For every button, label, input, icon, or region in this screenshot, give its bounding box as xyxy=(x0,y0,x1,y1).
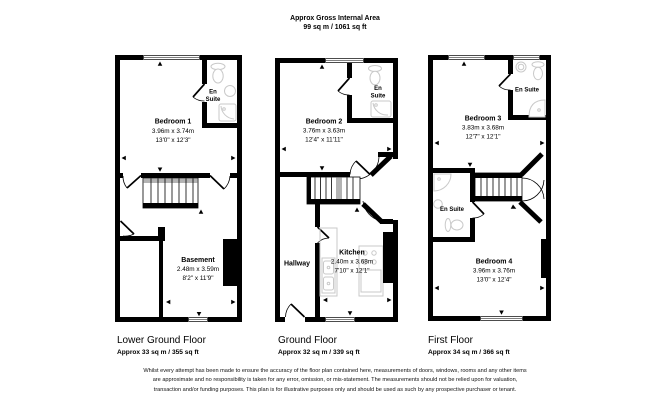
door-arc xyxy=(522,178,544,199)
room-dimensions-metric: 3.76m x 3.63m xyxy=(302,127,346,135)
door-arc xyxy=(350,161,356,175)
room-label: Bedroom 1 xyxy=(154,118,192,126)
dimension-arrow xyxy=(158,62,163,66)
room-dimensions-imperial: 13'0" x 12'4" xyxy=(476,276,512,284)
dimension-arrow xyxy=(158,168,163,172)
floor-name: First Floor xyxy=(428,335,473,346)
hob-icon xyxy=(372,251,376,255)
window xyxy=(325,58,364,63)
room-label: En xyxy=(374,86,382,92)
toilet-icon xyxy=(534,67,543,79)
chimney-breast xyxy=(223,239,237,286)
window xyxy=(448,55,485,60)
floor-title-lower-ground xyxy=(117,336,206,357)
dimension-arrow xyxy=(231,156,235,161)
dimension-arrow xyxy=(468,163,473,167)
toilet-icon xyxy=(445,219,451,232)
dimension-arrow xyxy=(166,300,170,305)
room-label: Suite xyxy=(370,93,386,100)
room-label: En Suite xyxy=(514,87,540,94)
dimension-arrow xyxy=(197,312,202,316)
window xyxy=(188,317,208,322)
disclaimer-text: Whilst every attempt has been made to ensure the accuracy of the floor plan contained here, measurements of doors, windows, rooms and any other items are approximate and no responsibility is taken for any error, omission, or mis-statement. The measurements should not be relied upon for valuation, transaction and/or funding purposes. This plan is for illustrative purposes only and should be used as such by any prospective purchaser or tenant. xyxy=(143,368,527,393)
room-label: Hallway xyxy=(283,260,311,268)
floor-name: Lower Ground Floor xyxy=(117,335,206,346)
header-subtitle: 99 sq m / 1061 sq ft xyxy=(303,23,367,31)
dimension-arrow xyxy=(122,156,126,161)
bedroom-1-room xyxy=(152,119,194,145)
room-dimensions-metric: 3.96m x 3.76m xyxy=(472,267,516,275)
room-dimensions-metric: 3.96m x 3.74m xyxy=(151,128,195,135)
shower-icon xyxy=(529,100,545,117)
door-arc xyxy=(359,157,379,179)
room-dimensions-metric: 2.48m x 3.59m xyxy=(176,266,220,273)
dimension-arrow xyxy=(199,210,204,214)
toilet-icon xyxy=(370,71,380,85)
room-dimensions-imperial: 7'10" x 12'1" xyxy=(334,267,370,275)
floor-title-first xyxy=(428,336,510,357)
dimension-arrow xyxy=(355,208,360,212)
chimney-breast xyxy=(383,232,393,283)
dimension-arrow xyxy=(435,141,439,146)
dimension-arrow xyxy=(282,147,286,152)
door-arc xyxy=(123,176,127,188)
stairs xyxy=(307,177,360,204)
door-arc xyxy=(473,214,485,218)
room-dimensions-imperial: 13'0" x 12'3" xyxy=(155,137,191,144)
door-arc xyxy=(123,234,134,236)
sink-icon xyxy=(516,62,526,72)
dimension-arrow xyxy=(320,65,325,69)
room-label: Suite xyxy=(205,97,221,103)
floor-title-ground xyxy=(278,336,360,357)
floor-area: Approx 33 sq m / 355 sq ft xyxy=(117,348,199,356)
chimney-breast xyxy=(541,239,551,278)
room-label: Bedroom 2 xyxy=(305,118,343,126)
door-arc xyxy=(499,86,511,90)
en-suite-room xyxy=(499,60,546,120)
toilet-icon xyxy=(213,69,223,83)
dimension-arrow xyxy=(511,205,517,209)
dimension-arrow xyxy=(323,298,327,303)
floor-plan-ground xyxy=(275,58,398,322)
en-suite-room xyxy=(338,63,393,123)
toilet-icon xyxy=(532,62,544,68)
room-label: En Suite xyxy=(439,207,465,213)
toilet-icon xyxy=(451,220,463,230)
toilet-icon xyxy=(369,66,382,72)
door-arc xyxy=(224,176,230,189)
door-arc xyxy=(522,180,544,201)
window xyxy=(325,317,355,322)
room-label: Bedroom 4 xyxy=(475,258,513,266)
dimension-arrow xyxy=(540,286,544,291)
door-arc xyxy=(193,97,205,101)
floor-plan-lower-ground xyxy=(115,55,242,322)
basement-room xyxy=(177,257,219,282)
door-arc xyxy=(286,304,292,317)
door-arc xyxy=(338,91,350,95)
front-door xyxy=(286,304,305,317)
dimension-arrow xyxy=(387,298,391,303)
room-label: Bedroom 3 xyxy=(464,115,502,123)
sink-icon xyxy=(225,86,236,97)
floor-name: Ground Floor xyxy=(278,335,337,346)
shower-icon xyxy=(434,174,451,191)
room-dimensions-imperial: 12'7" x 12'1" xyxy=(465,133,501,141)
dimension-arrow xyxy=(320,166,325,170)
door-arc xyxy=(318,238,330,243)
room-dimensions-imperial: 12'4" x 11'11" xyxy=(305,136,343,144)
dimension-arrow xyxy=(231,300,235,305)
window xyxy=(143,55,200,60)
stairs xyxy=(475,173,522,201)
dimension-arrow xyxy=(462,62,467,66)
room-label: En xyxy=(209,89,217,96)
room-dimensions-imperial: 8'2" x 11'9" xyxy=(182,275,214,282)
room-dimensions-metric: 3.83m x 3.68m xyxy=(461,124,505,132)
dimension-arrow xyxy=(348,311,353,315)
bedroom-3-room xyxy=(462,116,504,141)
dimension-arrow xyxy=(540,141,544,146)
bedroom-4-room xyxy=(473,259,515,284)
window xyxy=(480,316,523,321)
interior-walls xyxy=(120,221,165,317)
dimension-arrow xyxy=(387,147,391,152)
room-dimensions-metric: 2.40m x 3.68m xyxy=(330,258,374,266)
dimension-arrow xyxy=(499,311,504,315)
floor-plan-first xyxy=(428,55,551,321)
shower-icon xyxy=(371,101,391,117)
stairs xyxy=(143,178,198,208)
window xyxy=(513,55,540,60)
room-label: Basement xyxy=(181,257,215,264)
floor-area: Approx 34 sq m / 366 sq ft xyxy=(428,348,510,356)
en-suite-room xyxy=(193,60,237,128)
header-title: Approx Gross Internal Area xyxy=(290,15,380,22)
gross-internal-area-header xyxy=(200,15,470,32)
room-label: Kitchen xyxy=(339,249,365,257)
floor-area: Approx 32 sq m / 339 sq ft xyxy=(278,348,360,356)
bedroom-2-room xyxy=(303,119,345,144)
dimension-arrow xyxy=(435,286,439,291)
